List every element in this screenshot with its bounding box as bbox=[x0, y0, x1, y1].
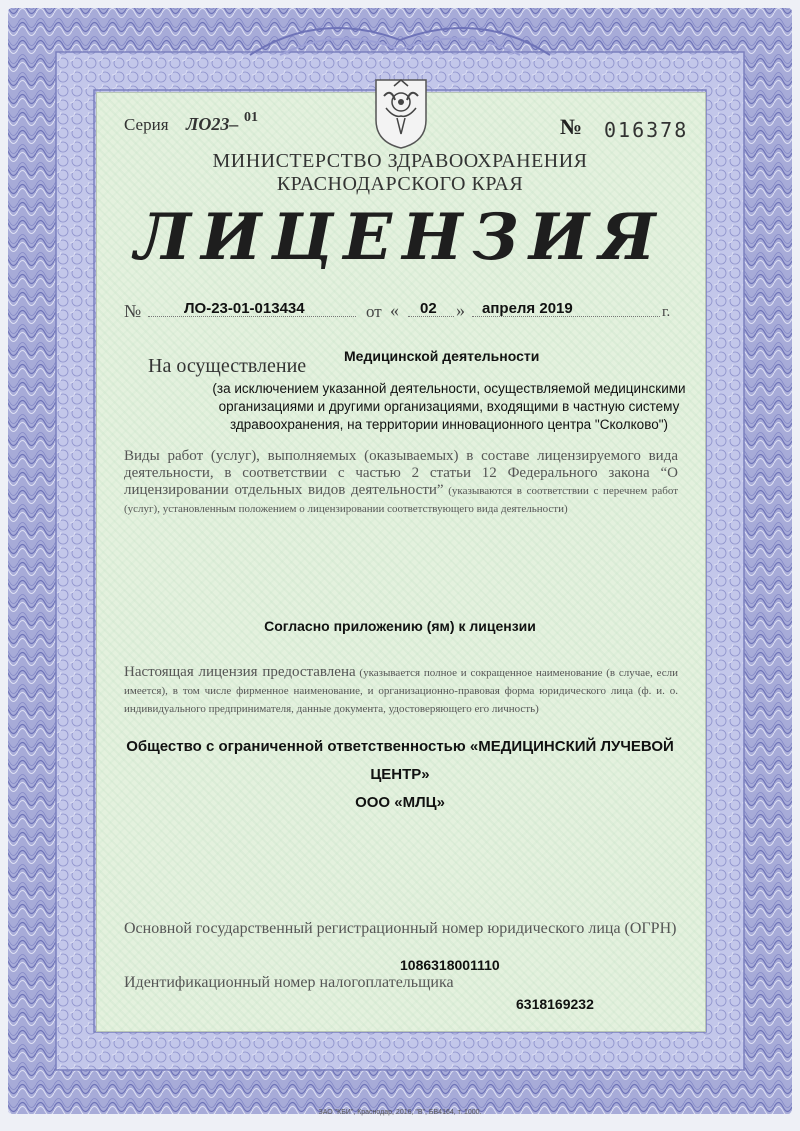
quote-open: « bbox=[390, 300, 399, 320]
clarification-line-2: организациями и другими организациями, входящими в частную систему bbox=[218, 399, 680, 414]
ogrn-value: 1086318001110 bbox=[400, 957, 500, 973]
works-note: (указываются в соответствии с перечнем работ (услуг), установленным положением о лицензировании соответствующего вида деятельности) bbox=[124, 485, 678, 515]
inn-value: 6318169232 bbox=[516, 996, 594, 1012]
grantee-note: (указывается полное и сокращенное наименование (в случае, если имеется), в том числе фирменное наименование, и организационно-правовая форма юридического лица (ф. и. о. индивидуального предпринимателя, данные документа, удостоверяющего его личность) bbox=[124, 667, 678, 715]
series-label: Серия bbox=[124, 115, 169, 134]
number-sign: № bbox=[560, 114, 583, 139]
russian-coat-of-arms-icon bbox=[364, 72, 438, 150]
inn-label: Идентификационный номер налогоплательщика bbox=[124, 974, 454, 991]
grantee-name-line-1: Общество с ограниченной ответственностью «МЕДИЦИНСКИЙ ЛУЧЕВОЙ bbox=[126, 738, 674, 755]
activity-label: На осуществление bbox=[148, 355, 307, 377]
activity-clarification bbox=[206, 380, 692, 434]
clarification-line-3: здравоохранения, на территории инновационного центра "Сколково") bbox=[229, 417, 669, 432]
ogrn-label: Основной государственный регистрационный номер юридического лица (ОГРН) bbox=[124, 920, 677, 937]
grantee-name-line-2: ЦЕНТР» bbox=[370, 766, 430, 783]
grantee-text: Настоящая лицензия предоставлена bbox=[124, 664, 356, 680]
issuer-line-2: КРАСНОДАРСКОГО КРАЯ bbox=[276, 173, 524, 195]
printer-imprint: ЗАО "КБИ", Краснодар, 2016, "В", БВ4164, т. 1000. bbox=[318, 1109, 482, 1116]
works-description bbox=[124, 448, 678, 518]
grantee-description bbox=[124, 664, 678, 718]
works-text: Виды работ (услуг), выполняемых (оказываемых) в составе лицензируемого вида деятельности, в соответствии с частью 2 статьи 12 Федерального закона “О лицензировании отдельных видов деятельности” bbox=[124, 448, 678, 498]
date-from-label: от bbox=[366, 302, 382, 321]
license-month-year: апреля 2019 bbox=[482, 300, 573, 317]
license-number-label: № bbox=[124, 301, 142, 321]
works-value: Согласно приложению (ям) к лицензии bbox=[264, 618, 536, 634]
license-number: ЛО-23-01-013434 bbox=[184, 300, 305, 317]
series-suffix: 01 bbox=[244, 110, 258, 125]
document-title: ЛИЦЕНЗИЯ bbox=[134, 200, 666, 275]
quote-close: » bbox=[456, 300, 465, 320]
series-code: ЛО23– bbox=[186, 114, 239, 134]
issuer-line-1: МИНИСТЕРСТВО ЗДРАВООХРАНЕНИЯ bbox=[212, 150, 588, 172]
activity-type: Медицинской деятельности bbox=[344, 348, 540, 364]
clarification-line-1: (за исключением указанной деятельности, осуществляемой медицинскими bbox=[212, 381, 686, 396]
grantee-short-name: ООО «МЛЦ» bbox=[355, 794, 445, 811]
license-day: 02 bbox=[420, 300, 437, 317]
blank-number: 016378 bbox=[604, 118, 689, 142]
year-suffix: г. bbox=[662, 304, 671, 320]
